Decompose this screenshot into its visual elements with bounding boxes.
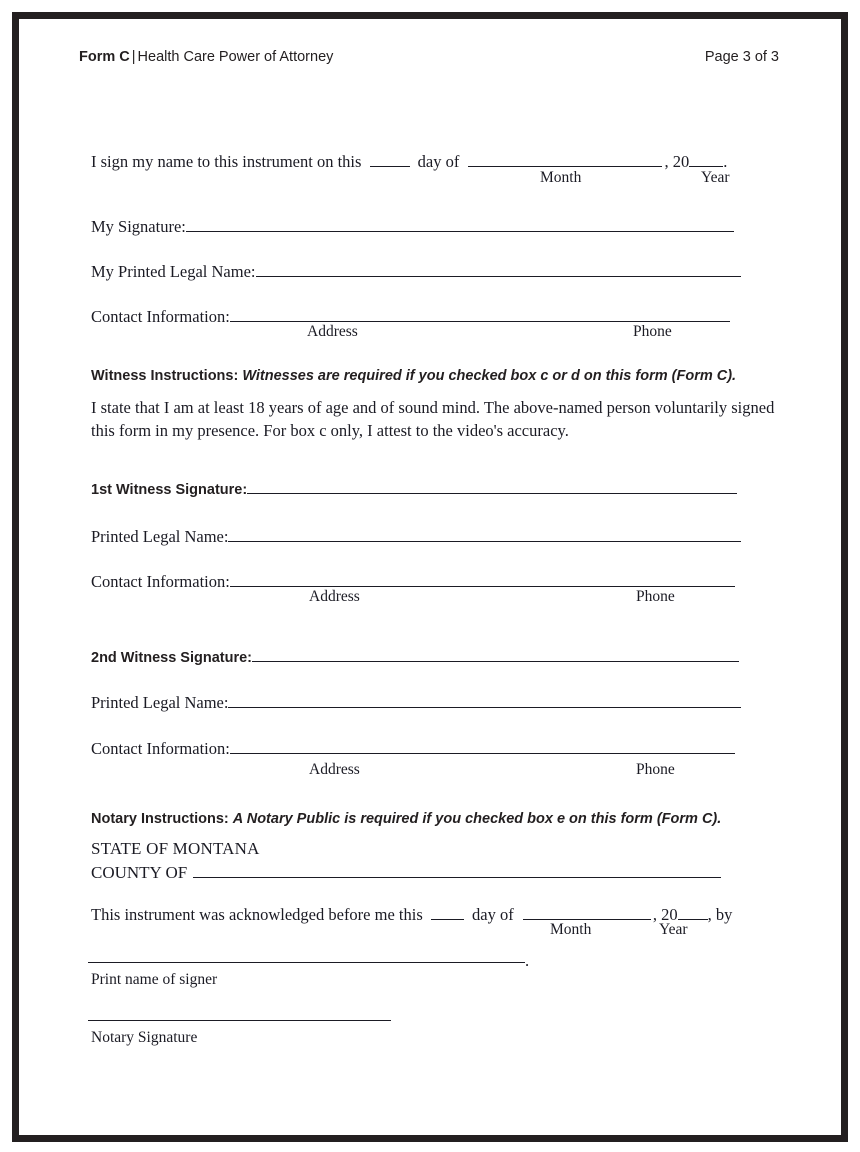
witness-1-printed-name-label: Printed Legal Name: (91, 527, 229, 546)
witness-1-signature-blank[interactable] (247, 478, 737, 494)
notary-county-row (91, 861, 721, 885)
my-printed-name-blank[interactable] (256, 262, 741, 277)
witness-1-address-caption: Address (309, 588, 360, 605)
notary-instructions-italic: A Notary Public is required if you checked box e on this form (Form C). (232, 811, 722, 827)
witness-1-contact-label: Contact Information: (91, 572, 230, 591)
sign-line-text-2: day of (417, 152, 460, 171)
notary-ack-text-1: This instrument was acknowledged before me this (91, 905, 423, 924)
witness-2-contact-row (91, 737, 735, 760)
my-contact-address-caption: Address (307, 323, 358, 340)
witness-2-phone-caption: Phone (636, 761, 675, 778)
witness-2-signature-row (91, 646, 739, 667)
notary-county-blank[interactable] (193, 863, 721, 878)
notary-ack-text-2: day of (472, 905, 514, 924)
witness-1-printed-name-row (91, 525, 741, 548)
sign-line-text-4: . (723, 152, 728, 171)
witness-2-signature-blank[interactable] (252, 646, 739, 662)
notary-ack-month-blank[interactable] (523, 905, 651, 920)
sign-day-blank[interactable] (370, 152, 410, 167)
page-content (19, 19, 841, 1135)
witness-2-printed-name-row (91, 691, 741, 714)
witness-2-signature-label: 2nd Witness Signature: (91, 650, 253, 667)
notary-county-label: COUNTY OF (91, 863, 188, 882)
witness-instructions-label: Witness Instructions: (91, 368, 239, 384)
signer-name-period: . (525, 951, 530, 970)
signer-name-blank[interactable] (88, 962, 525, 963)
notary-state-line: STATE OF MONTANA (91, 839, 260, 858)
form-identifier: Form C (79, 49, 130, 65)
notary-ack-text-4: , by (707, 905, 733, 924)
sign-year-blank[interactable] (689, 152, 723, 167)
sign-line-text-3: , 20 (664, 152, 690, 171)
header-title-group (79, 49, 333, 65)
my-printed-name-row (91, 260, 741, 283)
notary-month-caption: Month (550, 921, 592, 938)
print-name-of-signer-caption: Print name of signer (91, 971, 218, 988)
header-separator: | (131, 49, 136, 65)
page-border-frame (12, 12, 848, 1142)
my-signature-row (91, 215, 734, 238)
witness-2-address-caption: Address (309, 761, 360, 778)
sign-year-caption: Year (701, 169, 730, 186)
document-header (79, 49, 779, 65)
my-contact-blank[interactable] (230, 307, 730, 322)
page-title: Health Care Power of Attorney (137, 49, 334, 65)
page-number: Page 3 of 3 (704, 49, 779, 65)
my-contact-label: Contact Information: (91, 307, 230, 326)
sign-month-caption: Month (540, 169, 582, 186)
notary-signature-caption: Notary Signature (91, 1029, 198, 1046)
witness-instructions-italic: Witnesses are required if you checked box c or d on this form (Form C). (242, 368, 737, 384)
sign-line-text-1: I sign my name to this instrument on this (91, 152, 362, 171)
my-contact-phone-caption: Phone (633, 323, 672, 340)
witness-2-printed-name-blank[interactable] (228, 693, 741, 708)
witness-1-signature-row (91, 478, 737, 499)
notary-ack-year-blank[interactable] (678, 905, 708, 920)
my-signature-label: My Signature: (91, 217, 186, 236)
my-signature-blank[interactable] (186, 217, 734, 232)
notary-acknowledgement-row (91, 903, 732, 926)
notary-signature-blank[interactable] (88, 1020, 391, 1021)
sign-month-blank[interactable] (468, 152, 662, 167)
witness-2-printed-name-label: Printed Legal Name: (91, 693, 229, 712)
witness-1-phone-caption: Phone (636, 588, 675, 605)
my-printed-name-label: My Printed Legal Name: (91, 262, 256, 281)
witness-1-contact-blank[interactable] (230, 572, 735, 587)
witness-1-signature-label: 1st Witness Signature: (91, 482, 248, 499)
principal-sign-line (91, 150, 727, 173)
notary-ack-text-3: , 20 (652, 905, 678, 924)
witness-2-contact-label: Contact Information: (91, 739, 230, 758)
notary-ack-day-blank[interactable] (431, 905, 464, 920)
witness-instructions-heading (91, 367, 736, 385)
witness-attestation-paragraph: I state that I am at least 18 years of age and of sound mind. The above-named person voluntarily signed this form in my presence. For box c only, I attest to the video's accuracy. (91, 398, 775, 441)
notary-year-caption: Year (659, 921, 688, 938)
notary-instructions-label: Notary Instructions: (91, 811, 229, 827)
witness-1-printed-name-blank[interactable] (228, 527, 741, 542)
notary-instructions-heading (91, 810, 721, 828)
witness-2-contact-blank[interactable] (230, 739, 735, 754)
